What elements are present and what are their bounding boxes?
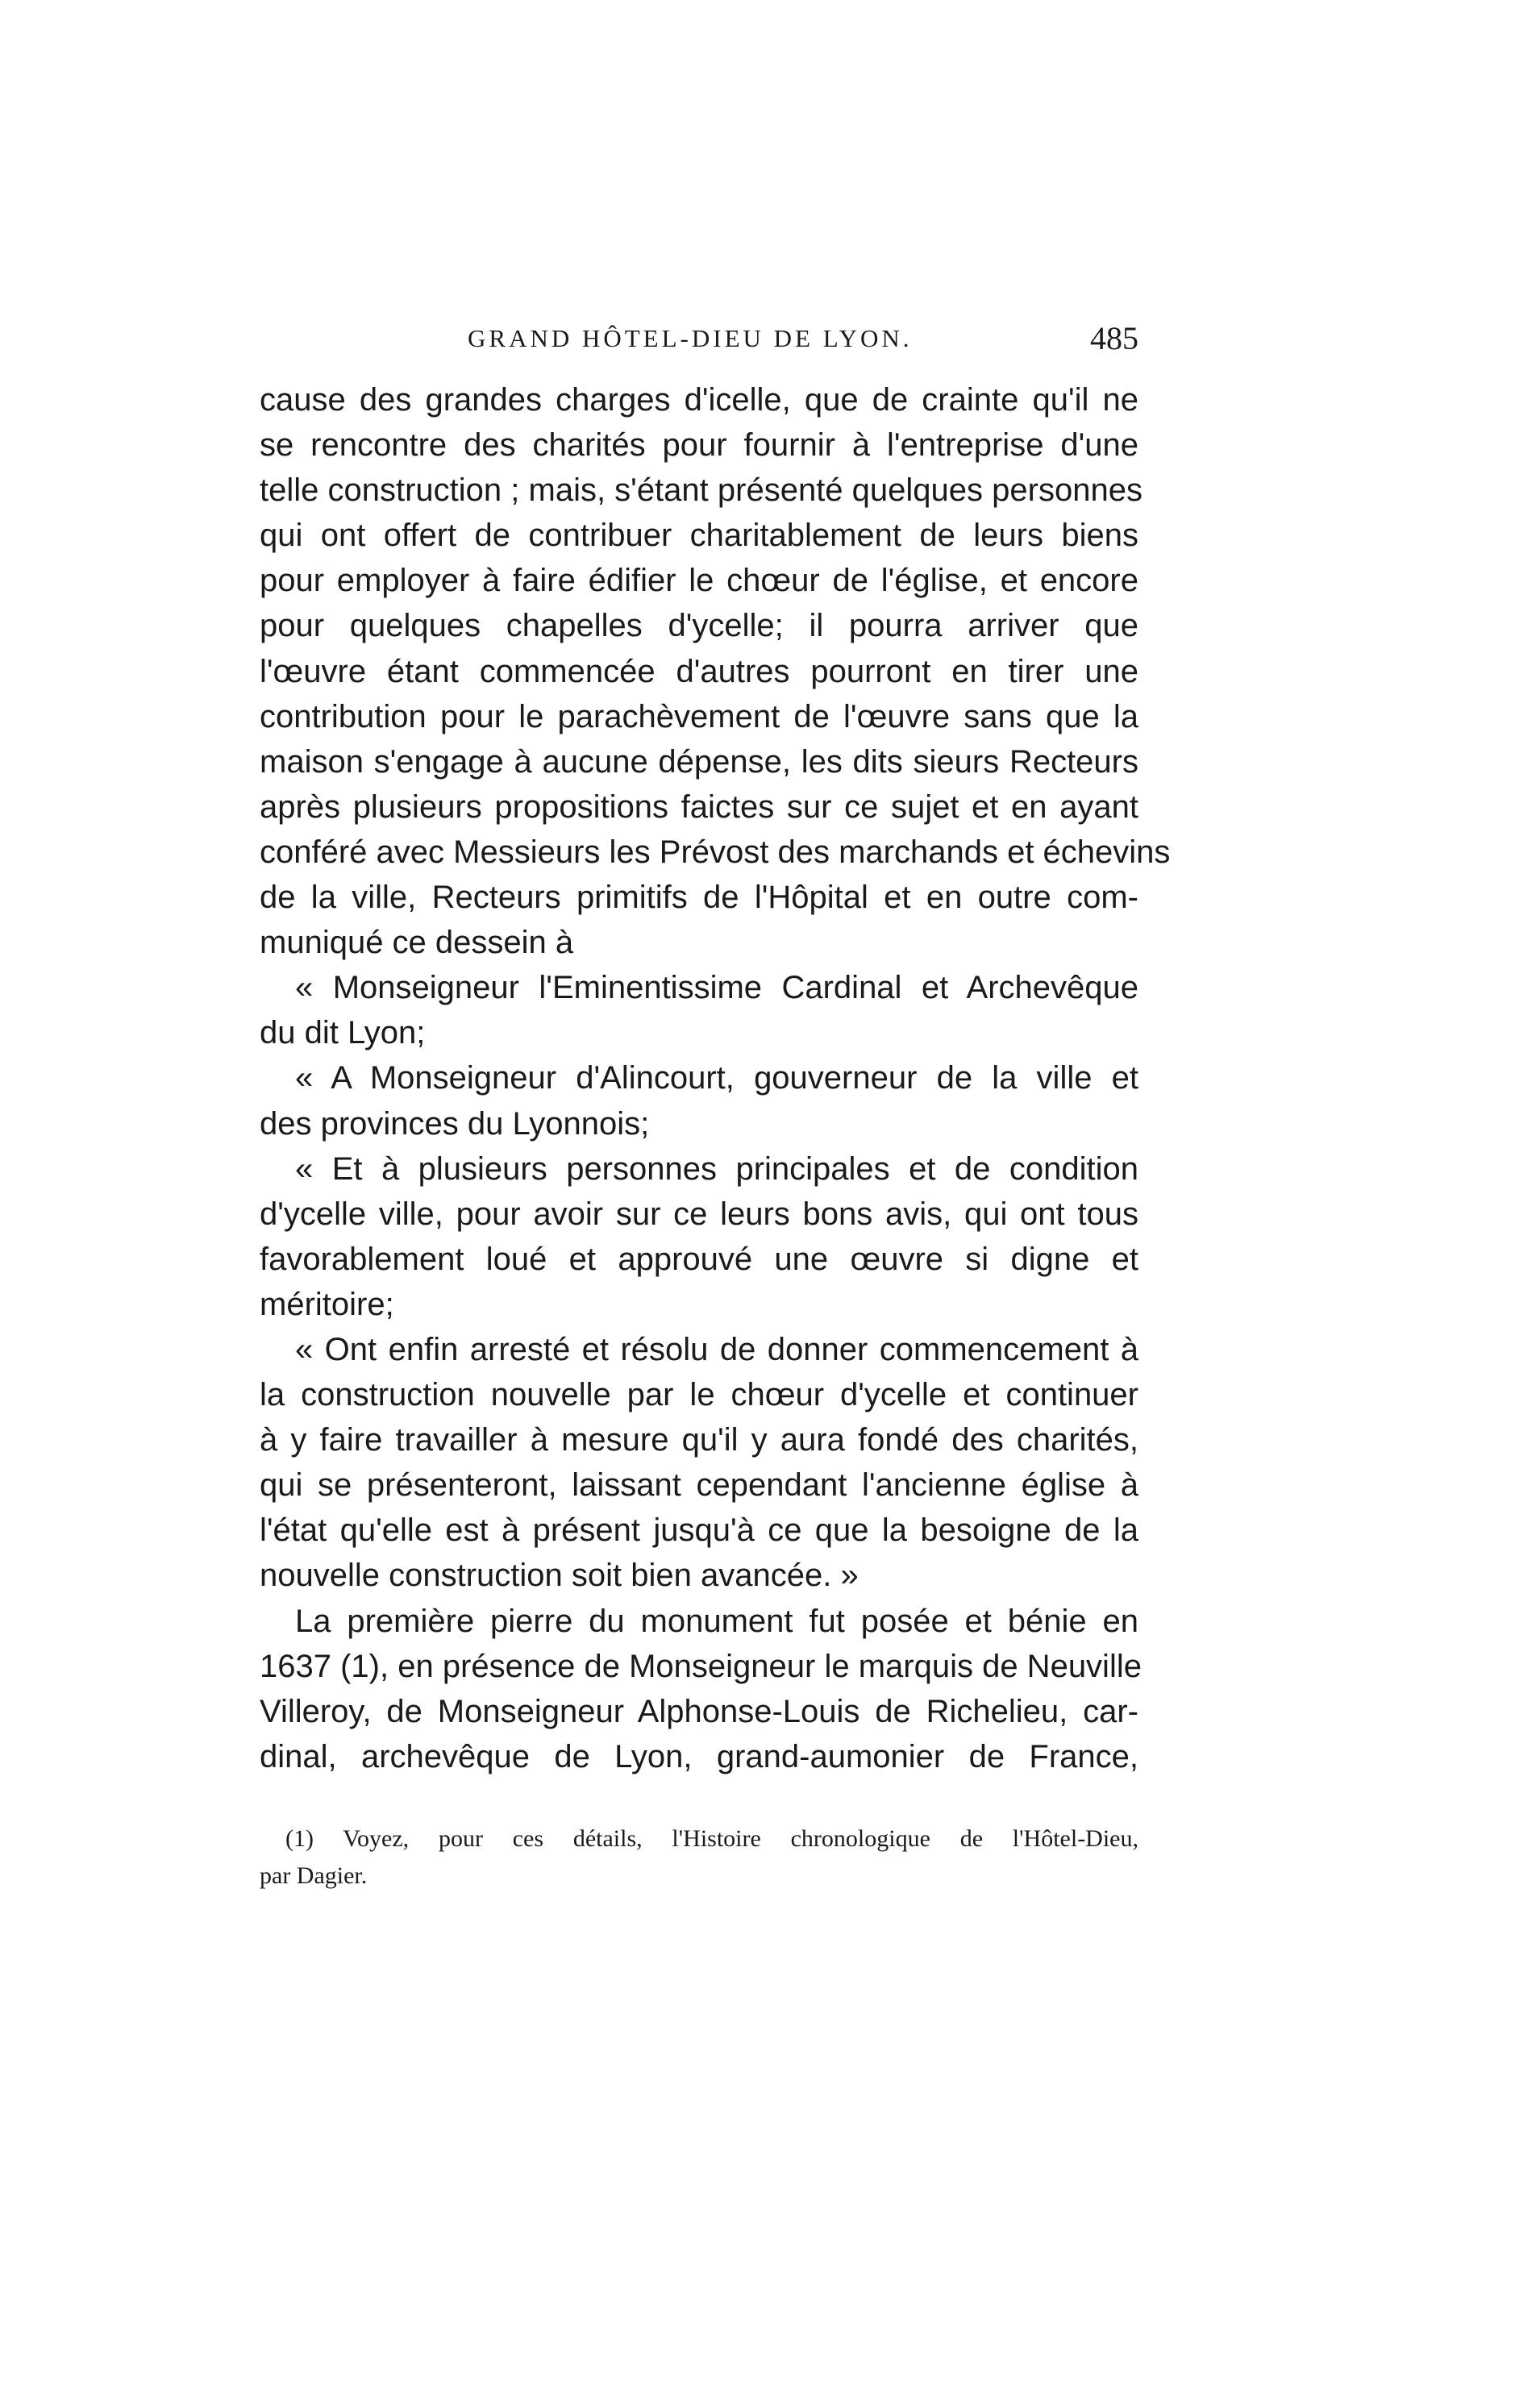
text-line: méritoire; (260, 1286, 394, 1322)
footnote (260, 1820, 1138, 1895)
text-line: Villeroy, de Monseigneur Alphonse-Louis de Richelieu, car- (260, 1693, 1138, 1729)
running-header (260, 320, 1138, 372)
footnote-line: par Dagier. (260, 1862, 368, 1889)
text-line: telle construction ; mais, s'étant présenté quelques personnes (260, 472, 1143, 509)
text-line: des provinces du Lyonnois; (260, 1105, 650, 1142)
text-line: La première pierre du monument fut posée et bénie en (295, 1603, 1138, 1639)
text-line: qui se présenteront, laissant cependant l'ancienne église à (260, 1467, 1138, 1504)
text-line: pour quelques chapelles d'ycelle; il pourra arriver que (260, 608, 1138, 644)
text-line: « Monseigneur l'Eminentissime Cardinal et Archevêque (295, 970, 1138, 1006)
text-line: « Ont enfin arresté et résolu de donner commencement à (295, 1331, 1138, 1367)
body-text (260, 377, 1171, 1779)
text-line: « Et à plusieurs personnes principales et de condition (295, 1150, 1138, 1187)
text-line: la construction nouvelle par le chœur d'ycelle et continuer (260, 1377, 1138, 1413)
text-line: l'œuvre étant commencée d'autres pourront en tirer une (260, 653, 1138, 689)
text-line: après plusieurs propositions faictes sur ce sujet et en ayant (260, 788, 1138, 825)
running-title: GRAND HÔTEL-DIEU DE LYON. (468, 324, 913, 352)
text-line: contribution pour le parachèvement de l'œuvre sans que la (260, 698, 1138, 734)
text-line: dinal, archevêque de Lyon, grand-aumonier de France, (260, 1738, 1138, 1774)
text-line: se rencontre des charités pour fournir à l'entreprise d'une (260, 427, 1138, 464)
footnote-line: (1) Voyez, pour ces détails, l'Histoire chronologique de l'Hôtel-Dieu, (285, 1825, 1138, 1852)
text-line: qui ont offert de contribuer charitablement de leurs biens (260, 518, 1138, 554)
text-line: l'état qu'elle est à présent jusqu'à ce que la besoigne de la (260, 1512, 1138, 1549)
page-number: 485 (1090, 320, 1138, 356)
text-line: conféré avec Messieurs les Prévost des marchands et échevins (260, 834, 1171, 870)
text-line: du dit Lyon; (260, 1015, 426, 1051)
text-line: muniqué ce dessein à (260, 925, 574, 961)
text-line: pour employer à faire édifier le chœur de l'église, et encore (260, 563, 1138, 599)
text-line: nouvelle construction soit bien avancée. » (260, 1558, 859, 1594)
text-line: de la ville, Recteurs primitifs de l'Hôpital et en outre com- (260, 880, 1138, 916)
text-line: à y faire travailler à mesure qu'il y aura fondé des charités, (260, 1422, 1138, 1458)
text-line: 1637 (1), en présence de Monseigneur le marquis de Neuville (260, 1648, 1142, 1684)
text-line: cause des grandes charges d'icelle, que de crainte qu'il ne (260, 382, 1138, 418)
text-line: favorablement loué et approuvé une œuvre si digne et (260, 1241, 1138, 1277)
text-line: d'ycelle ville, pour avoir sur ce leurs bons avis, qui ont tous (260, 1196, 1138, 1232)
text-line: maison s'engage à aucune dépense, les dits sieurs Recteurs (260, 743, 1138, 780)
text-line: « A Monseigneur d'Alincourt, gouverneur de la ville et (295, 1060, 1138, 1096)
